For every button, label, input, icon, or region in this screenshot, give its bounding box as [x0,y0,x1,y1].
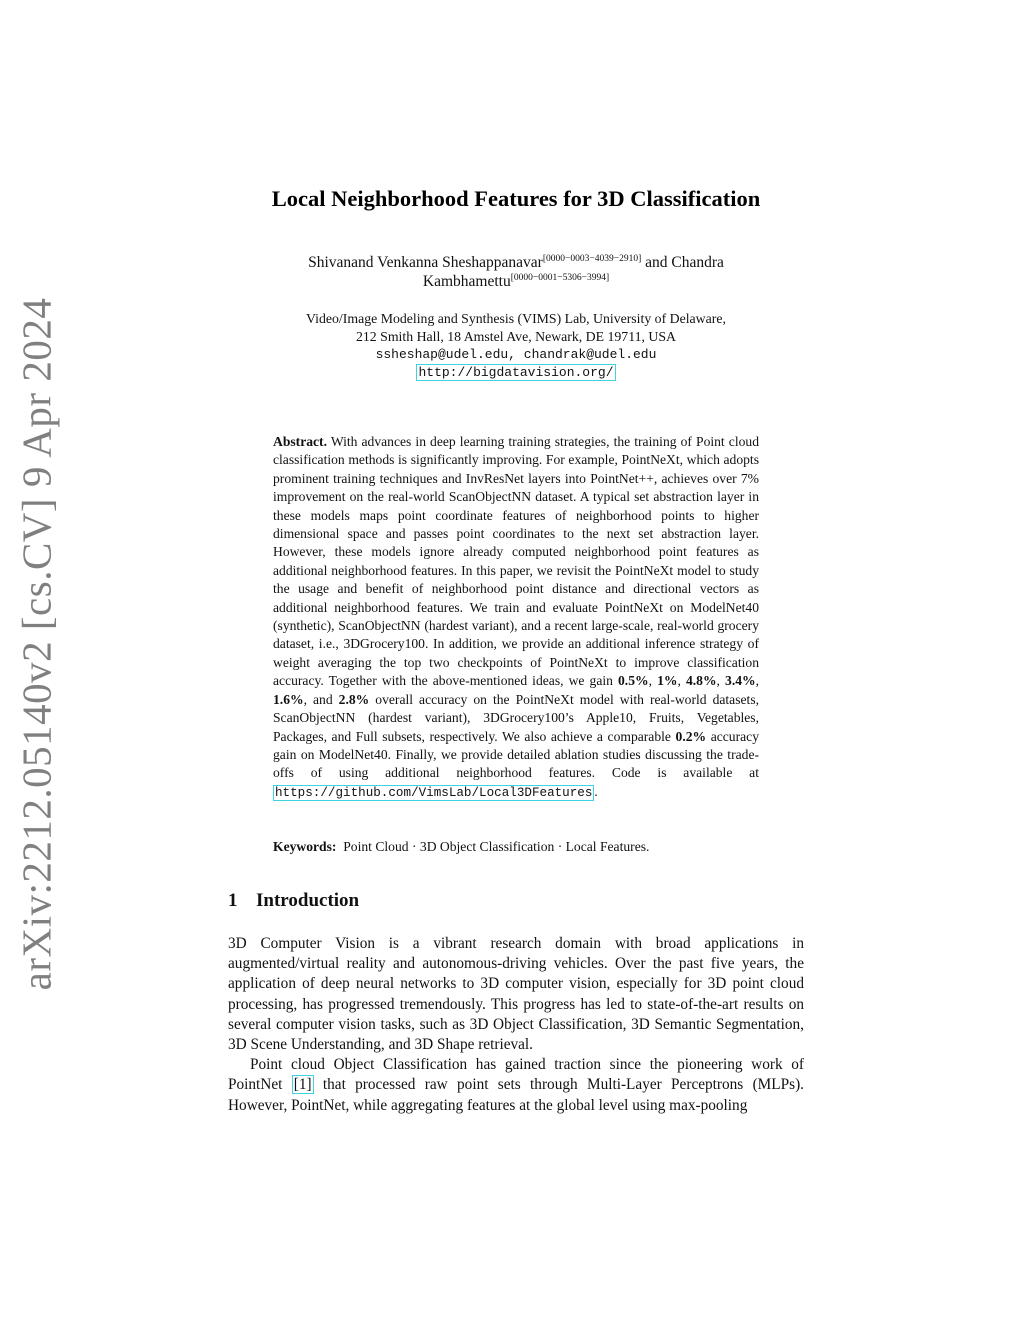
code-repo-link[interactable]: https://github.com/VimsLab/Local3DFeatures [275,785,593,800]
arxiv-stamp-text: arXiv:2212.05140v2 [cs.CV] 9 Apr 2024 [13,297,60,991]
abstract-text-1: With advances in deep learning training strategies, the training of Point cloud classification methods is significantly improving. For example, PointNeXt, which adopts prominent training techniques and InvResNet layers into PointNet++, achieves over 7% improvement on the real-world ScanObjectNN dataset. A typical set abstraction layer in these models maps point coordinate features of neighborhood points to higher dimensional space and passes point coordinates to the next set abstraction layer. However, these models ignore already computed neighborhood point features as additional neighborhood features. In this paper, we revisit the PointNeXt model to study the usage and benefit of neighborhood point distance and directional vectors as additional neighborhood features. We train and evaluate PointNeXt on ModelNet40 (synthetic), ScanObjectNN (hardest variant), and a recent large-scale, real-world grocery dataset, i.e., 3DGrocery100. In addition, we provide an additional inference strategy of weight averaging the top two checkpoints of PointNeXt to improve classification accuracy. Together with the above-mentioned ideas, we gain [273,434,759,689]
gain-value: 3.4% [725,673,756,689]
intro-paragraph-2 [228,1055,804,1116]
affiliation-line-1: Video/Image Modeling and Synthesis (VIMS) Lab, University of Delaware, [306,311,726,326]
author-1-orcid[interactable]: [0000−0003−4039−2910] [542,254,642,264]
gain-value: 4.8% [685,673,717,689]
abstract-end: . [594,783,598,799]
abstract [273,433,759,802]
keywords [273,838,759,856]
author-2-orcid[interactable]: [0000−0001−5306−3994] [510,273,610,283]
intro-p2-text-a: Point cloud Object Classification has gained traction since the pioneering work of PointNet [228,1056,804,1094]
gain-value: 1.6% [273,691,304,707]
gain-value: 2.8% [338,691,370,707]
abstract-separator: , [677,673,686,689]
abstract-separator: , and [303,691,339,707]
intro-paragraph-1: 3D Computer Vision is a vibrant research domain with broad applications in augmented/virtual reality and autonomous-driving vehicles. Over the past five years, the application of deep neural networks to 3D computer vision, especially for 3D point cloud processing, has progressed tremendously. This progress has led to state-of-the-art results on several computer vision tasks, such as 3D Object Classification, 3D Semantic Segmentation, 3D Scene Understanding, and 3D Shape retrieval. [228,935,804,1054]
intro-p2-text-b: that processed raw point sets through Multi-Layer Perceptrons (MLPs). However, PointNet, while aggregating features at the global level using max-pooling [228,1076,804,1114]
author-1: Shivanand Venkanna Sheshappanavar [308,254,543,271]
lab-website-link[interactable]: http://bigdatavision.org/ [418,365,614,380]
author-conjunction: and Chandra [641,254,724,271]
author-list [228,253,804,291]
abstract-separator: , [755,673,760,689]
author-2: Kambhamettu [422,273,511,290]
author-emails: ssheshap@udel.edu, chandrak@udel.edu [375,347,657,362]
arxiv-stamp [4,297,68,991]
gain-value: 0.5% [618,673,649,689]
abstract-text-3: accuracy gain on ModelNet40. Finally, we provide detailed ablation studies discussing the trade-offs of using additional neighborhood features. Code is available at [273,728,759,781]
gain-value: 1% [657,673,678,689]
affiliation-line-2: 212 Smith Hall, 18 Amstel Ave, Newark, DE 19711, USA [356,329,676,344]
introduction-body [228,934,804,1116]
affiliation [228,310,804,382]
gain-value: 0.2% [675,728,707,744]
citation-link[interactable]: [1] [293,1076,312,1094]
keywords-label: Keywords: [273,839,337,854]
keywords-text: Point Cloud · 3D Object Classification · Local Features. [343,839,650,854]
section-title: Introduction [256,890,360,911]
abstract-separator: , [716,673,726,689]
paper-title: Local Neighborhood Features for 3D Classification [271,186,761,211]
section-number: 1 [228,890,238,911]
abstract-label: Abstract. [273,434,327,449]
abstract-text-2: overall accuracy on the PointNeXt model with real-world datasets, ScanObjectNN (hardest variant), 3DGrocery100’s Apple10, Fruits, Vegetables, Packages, and Full subsets, respectively. We also achieve a comparable [273,691,760,744]
abstract-separator: , [648,673,658,689]
section-heading-introduction [228,890,804,912]
